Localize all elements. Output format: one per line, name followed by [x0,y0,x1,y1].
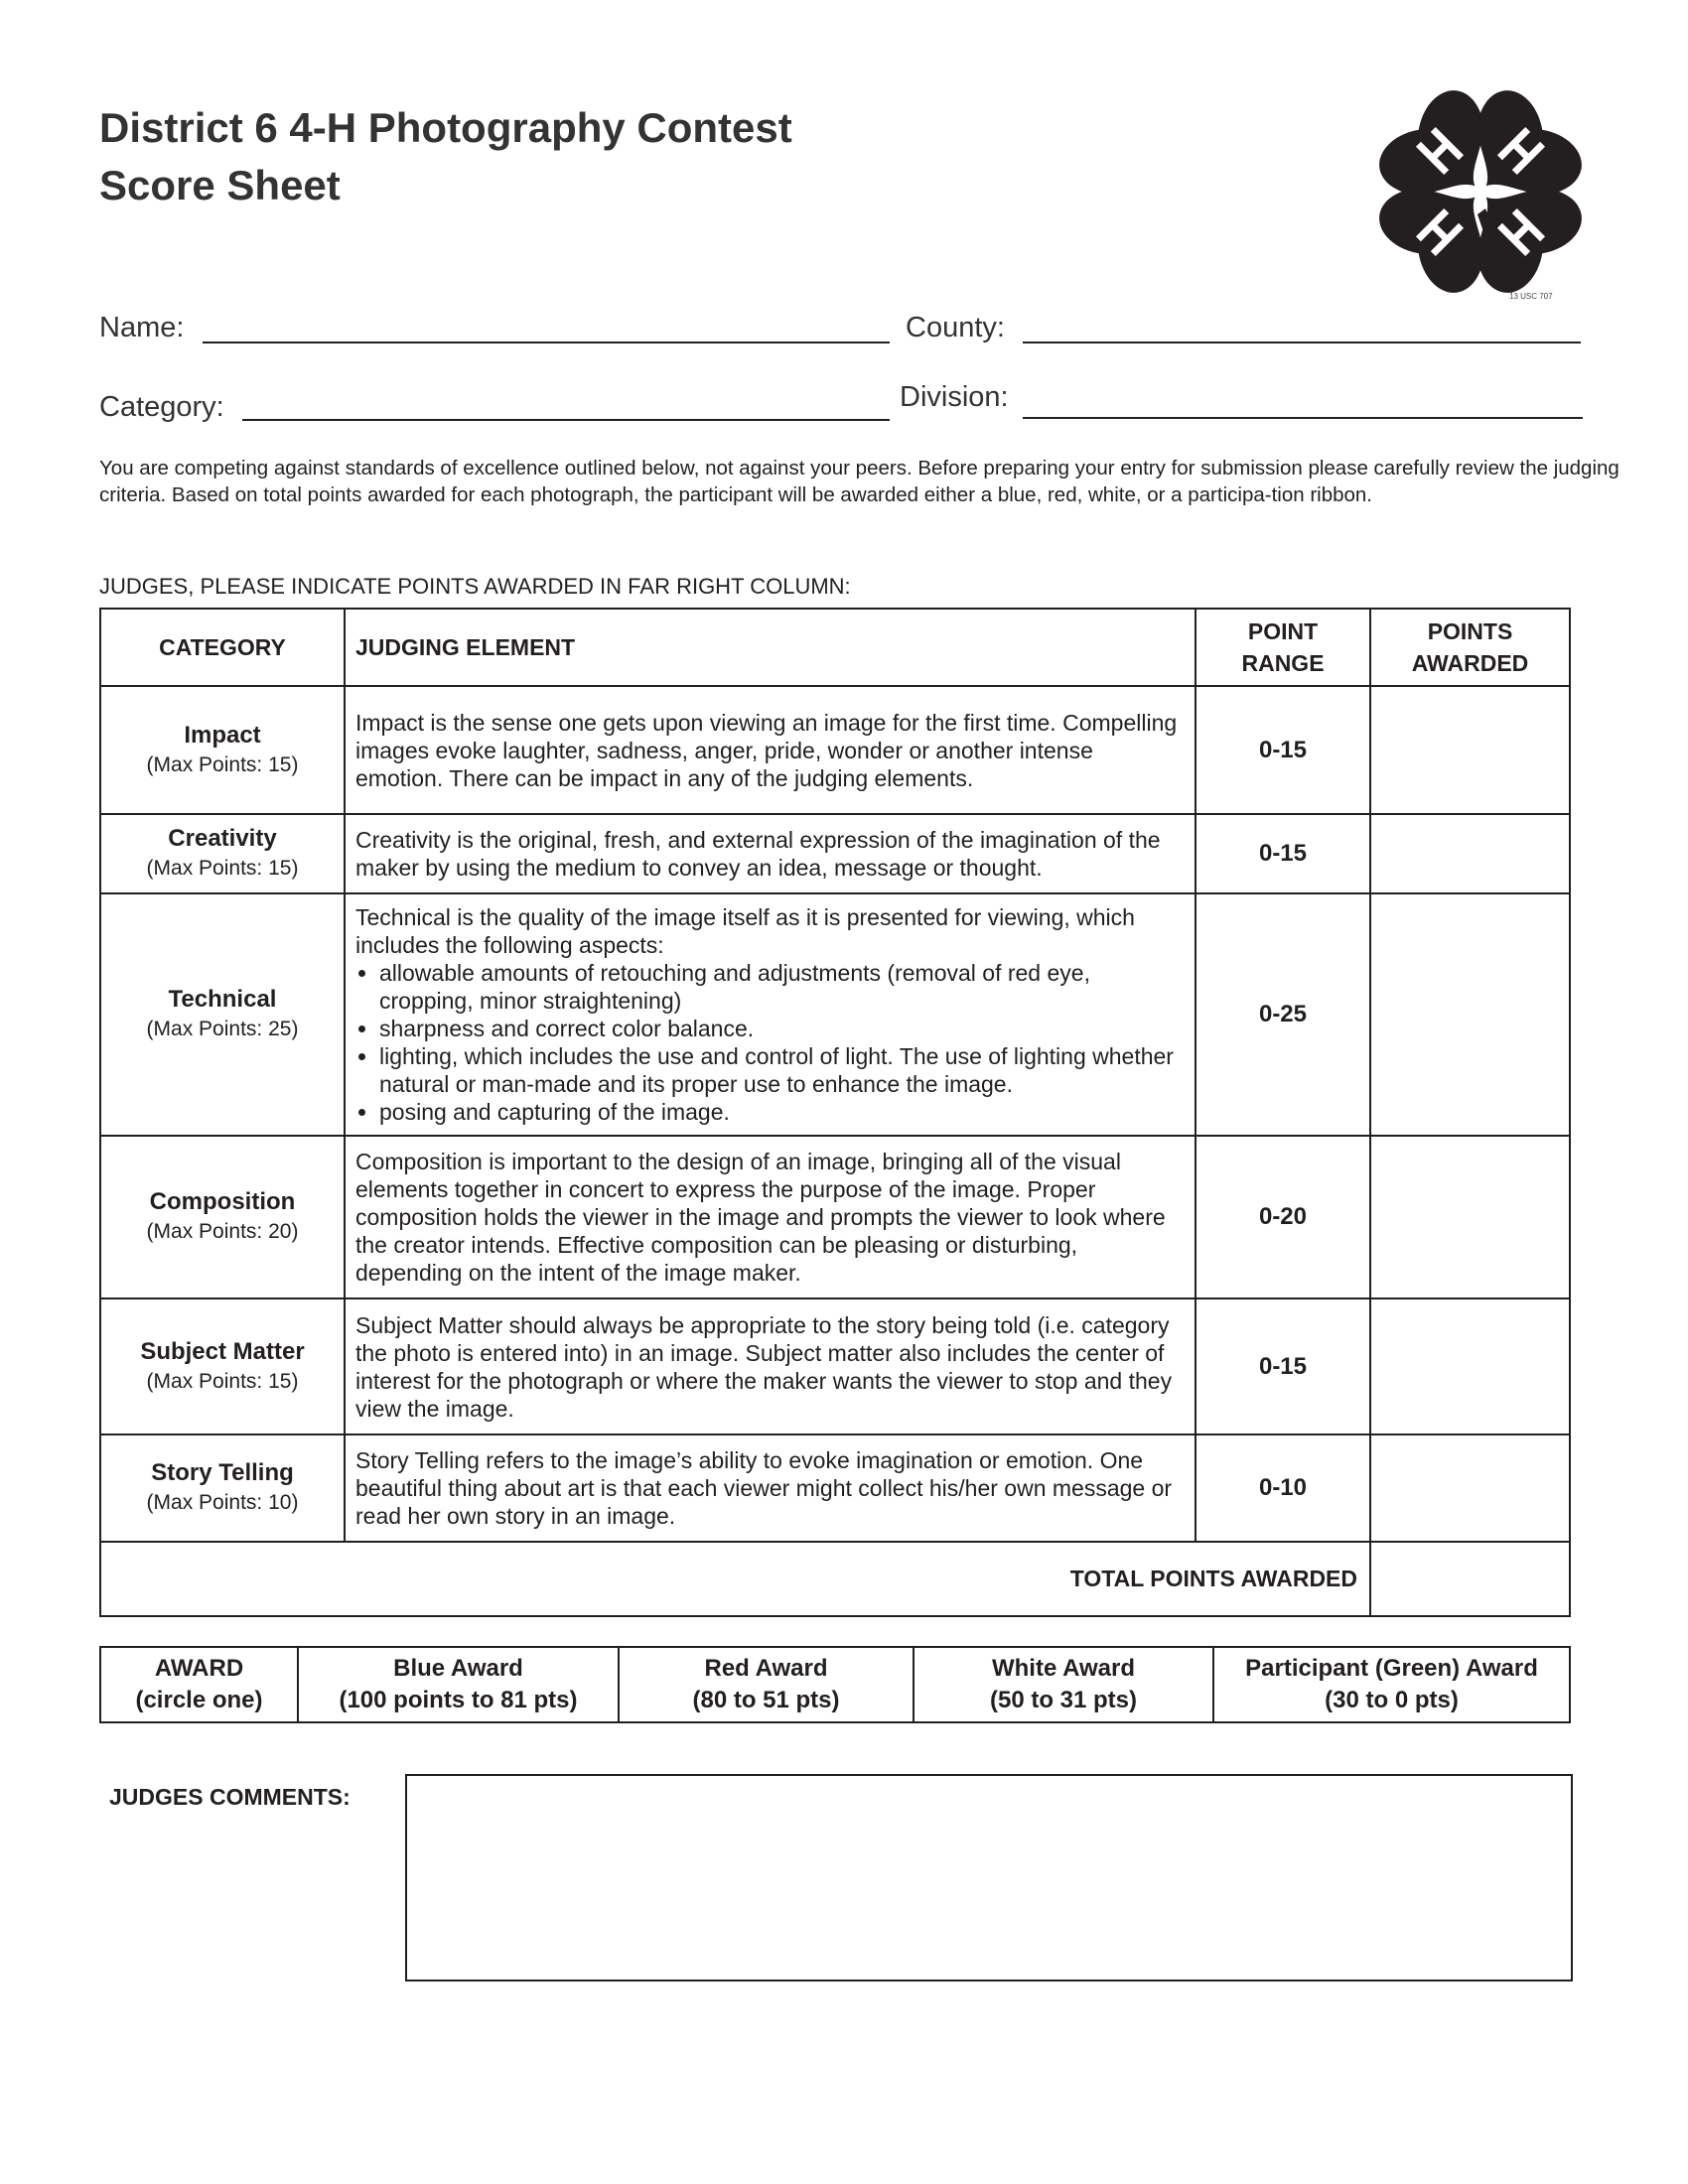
total-points-input[interactable] [1370,1542,1570,1616]
category-name: Technical [168,986,277,1013]
points-awarded-input[interactable] [1370,1298,1570,1434]
judging-element: Composition is important to the design of an image, bringing all of the visual elements together in concert to express the purpose of the image. Proper composition holds the viewer in the image and prompts the viewer to look where the creator intends. Effective composition can be pleasing or disturbing, depending on the intent of the image maker. [345,1136,1196,1298]
list-item: • allowable amounts of retouching and adjustments (removal of red eye, cropping, minor straightening) [379,959,1185,1015]
blue-award-option[interactable]: Blue Award (100 points to 81 pts) [298,1647,619,1722]
points-awarded-input[interactable] [1370,814,1570,893]
point-range: 0-20 [1196,1136,1370,1298]
red-award-option[interactable]: Red Award (80 to 51 pts) [619,1647,914,1722]
category-max: (Max Points: 20) [146,1220,299,1243]
judges-comments-label: JUDGES COMMENTS: [109,1784,351,1810]
point-range: 0-25 [1196,893,1370,1136]
category-max: (Max Points: 15) [146,1369,299,1393]
category-cell [100,686,345,814]
category-name: Composition [149,1188,296,1215]
title-line-1: District 6 4-H Photography Contest [99,104,792,151]
white-award-option[interactable]: White Award (50 to 31 pts) [914,1647,1213,1722]
category-cell [100,814,345,893]
table-row [100,1434,1570,1542]
header-category: CATEGORY [100,609,345,686]
points-awarded-input[interactable] [1370,1434,1570,1542]
county-label: County: [906,312,1005,343]
4-h-clover-icon [1368,79,1593,304]
award-table [99,1646,1571,1723]
points-awarded-input[interactable] [1370,686,1570,814]
judging-element [345,893,1196,1136]
category-label: Category: [99,391,224,423]
judges-note: JUDGES, PLEASE INDICATE POINTS AWARDED IN FAR RIGHT COLUMN: [99,574,851,599]
header-points-awarded: POINTS AWARDED [1370,609,1570,686]
category-max: (Max Points: 10) [146,1491,299,1514]
logo-code: 13 USC 707 [1509,292,1553,301]
judging-element: Creativity is the original, fresh, and external expression of the imagination of the maker by using the medium to convey an idea, message or thought. [345,814,1196,893]
judging-element: Subject Matter should always be appropriate to the story being told (i.e. category the photo is entered into) in an image. Subject matter also includes the center of interest for the photograph or where the maker wants the viewer to stop and they view the image. [345,1298,1196,1434]
point-range: 0-15 [1196,814,1370,893]
division-field[interactable] [1023,417,1583,419]
list-item: • sharpness and correct color balance. [379,1015,1185,1042]
title-line-2: Score Sheet [99,162,341,208]
header-point-range: POINT RANGE [1196,609,1370,686]
points-awarded-input[interactable] [1370,893,1570,1136]
list-item: • posing and capturing of the image. [379,1098,1185,1126]
score-table [99,608,1571,1617]
table-row [100,686,1570,814]
county-field[interactable] [1023,341,1581,343]
participant-award-option[interactable]: Participant (Green) Award (30 to 0 pts) [1213,1647,1570,1722]
category-max: (Max Points: 15) [146,752,299,776]
table-row [100,893,1570,1136]
technical-aspects-list [355,959,1185,1126]
points-awarded-input[interactable] [1370,1136,1570,1298]
judges-comments-box[interactable] [405,1774,1573,1981]
category-cell [100,893,345,1136]
page-title [99,99,792,214]
category-cell [100,1434,345,1542]
category-name: Story Telling [151,1459,294,1486]
judging-element: Story Telling refers to the image’s ability to evoke imagination or emotion. One beautiful thing about art is that each viewer might collect his/her own message or read her own story in an image. [345,1434,1196,1542]
point-range: 0-15 [1196,1298,1370,1434]
category-field[interactable] [242,419,890,421]
table-row [100,1298,1570,1434]
name-field[interactable] [203,341,890,343]
category-max: (Max Points: 15) [146,857,299,880]
total-row [100,1542,1570,1616]
category-cell [100,1298,345,1434]
table-row [100,814,1570,893]
judging-element-text: Technical is the quality of the image itself as it is presented for viewing, which includes the following aspects: [355,904,1135,958]
header-judging-element: JUDGING ELEMENT [345,609,1196,686]
table-row [100,1136,1570,1298]
judging-element: Impact is the sense one gets upon viewing an image for the first time. Compelling images evoke laughter, sadness, anger, pride, wonder or another intense emotion. There can be impact in any of the judging elements. [345,686,1196,814]
category-name: Subject Matter [140,1337,305,1365]
award-label-cell: AWARD (circle one) [100,1647,298,1722]
instructions-text: You are competing against standards of excellence outlined below, not against your peers. Before preparing your entry for submission please carefully review the judging criteria. Based on total points awarded for each photograph, the participant will be awarded either a blue, red, white, or a participa-tion ribbon. [99,457,1619,506]
list-item: • lighting, which includes the use and control of light. The use of lighting whether natural or man-made and its proper use to enhance the image. [379,1042,1185,1098]
category-cell [100,1136,345,1298]
category-name: Impact [184,721,261,749]
total-points-label: TOTAL POINTS AWARDED [100,1542,1370,1616]
score-table-header [100,609,1570,686]
category-name: Creativity [168,825,277,852]
category-max: (Max Points: 25) [146,1018,299,1040]
division-label: Division: [900,381,1009,413]
point-range: 0-15 [1196,686,1370,814]
name-label: Name: [99,312,185,343]
point-range: 0-10 [1196,1434,1370,1542]
